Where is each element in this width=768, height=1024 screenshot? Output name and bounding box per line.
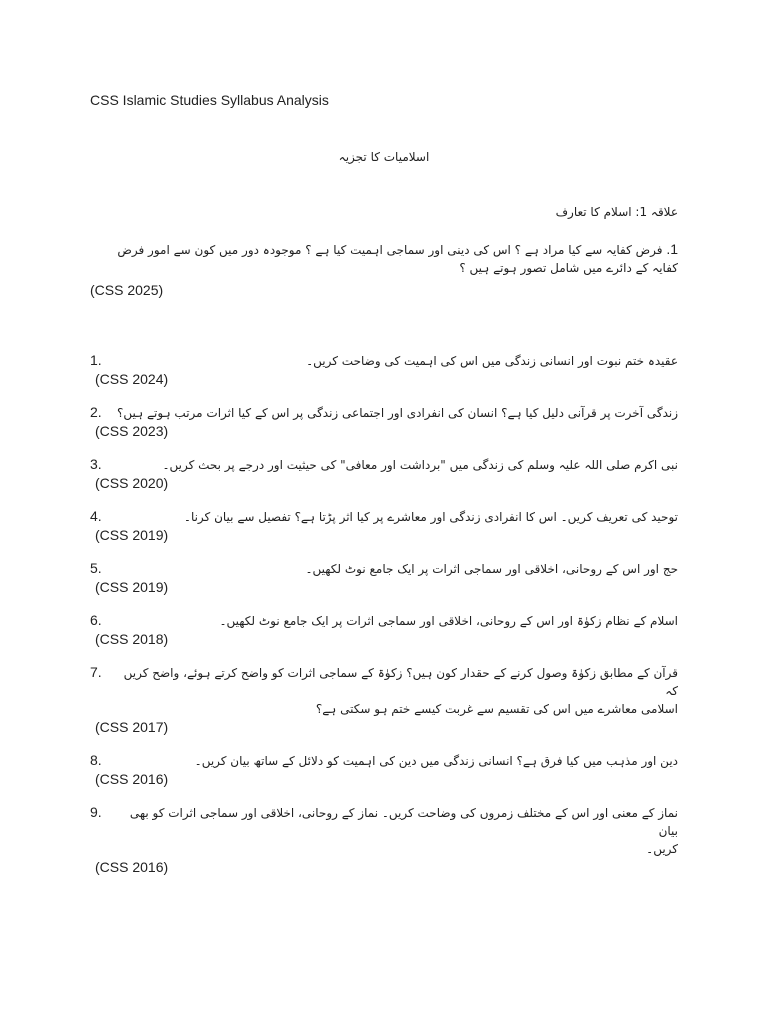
document-title: CSS Islamic Studies Syllabus Analysis bbox=[90, 92, 329, 108]
question-number: 9. bbox=[90, 804, 102, 820]
list-item bbox=[90, 352, 678, 388]
question-year: (CSS 2018) bbox=[95, 631, 169, 647]
list-item bbox=[90, 804, 678, 876]
question-year: (CSS 2019) bbox=[95, 527, 169, 543]
document-subtitle: اسلامیات کا تجزیہ bbox=[338, 150, 430, 164]
question-number: 1. bbox=[90, 352, 102, 368]
first-question bbox=[90, 240, 678, 277]
list-item bbox=[90, 612, 678, 648]
question-number: 8. bbox=[90, 752, 102, 768]
question-text: عقیدہ ختم نبوت اور انسانی زندگی میں اس کی اہمیت کی وضاحت کریں۔ bbox=[306, 354, 678, 368]
question-list bbox=[90, 352, 678, 892]
unit-heading: علاقہ 1: اسلام کا تعارف bbox=[555, 205, 678, 219]
list-item bbox=[90, 752, 678, 788]
question-text: توحید کی تعریف کریں۔ اس کا انفرادی زندگی اور معاشرے پر کیا اثر پڑتا ہے؟ تفصیل سے بیان کرنا۔ bbox=[183, 510, 678, 524]
question-text: نبی اکرم صلی اللہ علیہ وسلم کی زندگی میں "برداشت اور معافی" کی حیثیت اور درجے پر بحث کریں۔ bbox=[162, 458, 678, 472]
question-year: (CSS 2019) bbox=[95, 579, 169, 595]
question-year: (CSS 2024) bbox=[95, 371, 169, 387]
question-year: (CSS 2016) bbox=[95, 771, 169, 787]
question-text: دین اور مذہب میں کیا فرق ہے؟ انسانی زندگی میں دین کی اہمیت کو دلائل کے ساتھ بیان کریں۔ bbox=[194, 754, 678, 768]
question-year: (CSS 2023) bbox=[95, 423, 169, 439]
list-item bbox=[90, 560, 678, 596]
list-item bbox=[90, 456, 678, 492]
question-text: اسلام کے نظام زکوٰۃ اور اس کے روحانی، اخلاقی اور سماجی اثرات پر ایک جامع نوٹ لکھیں۔ bbox=[219, 614, 678, 628]
list-item bbox=[90, 404, 678, 440]
question-number: 3. bbox=[90, 456, 102, 472]
question-number: 1. bbox=[666, 241, 678, 257]
list-item bbox=[90, 664, 678, 736]
question-number: 5. bbox=[90, 560, 102, 576]
question-year: (CSS 2020) bbox=[95, 475, 169, 491]
question-year: (CSS 2017) bbox=[95, 719, 169, 735]
question-number: 4. bbox=[90, 508, 102, 524]
question-year: (CSS 2025) bbox=[90, 282, 164, 298]
question-text: قرآن کے مطابق زکوٰۃ وصول کرنے کے حقدار کون ہیں؟ زکوٰۃ کے سماجی اثرات کو واضح کرتے ہوئے، واضح کریں کہ bbox=[123, 666, 678, 698]
question-text: حج اور اس کے روحانی، اخلاقی اور سماجی اثرات پر ایک جامع نوٹ لکھیں۔ bbox=[305, 562, 678, 576]
question-text: نماز کے معنی اور اس کے مختلف زمروں کی وضاحت کریں۔ نماز کے روحانی، اخلاقی اور سماجی اثرات کو بھی بیان bbox=[129, 806, 678, 838]
question-text-continued: کریں۔ bbox=[646, 842, 678, 856]
question-year: (CSS 2016) bbox=[95, 859, 169, 875]
list-item bbox=[90, 508, 678, 544]
question-number: 6. bbox=[90, 612, 102, 628]
question-text: فرض کفایہ سے کیا مراد ہے ؟ اس کی دینی اور سماجی اہمیت کیا ہے ؟ موجودہ دور میں کون سے امور فرض کفایہ کے دائرے میں شامل تصور ہوتے ہیں ؟ bbox=[117, 243, 678, 275]
question-text-continued: اسلامی معاشرے میں اس کی تقسیم سے غربت کیسے ختم ہو سکتی ہے؟ bbox=[315, 702, 678, 716]
question-number: 7. bbox=[90, 664, 102, 680]
question-text: زندگی آخرت پر قرآنی دلیل کیا ہے؟ انسان کی انفرادی اور اجتماعی زندگی پر اس کے کیا اثرات مرتب ہوتے ہیں؟ bbox=[117, 406, 678, 420]
question-number: 2. bbox=[90, 404, 102, 420]
